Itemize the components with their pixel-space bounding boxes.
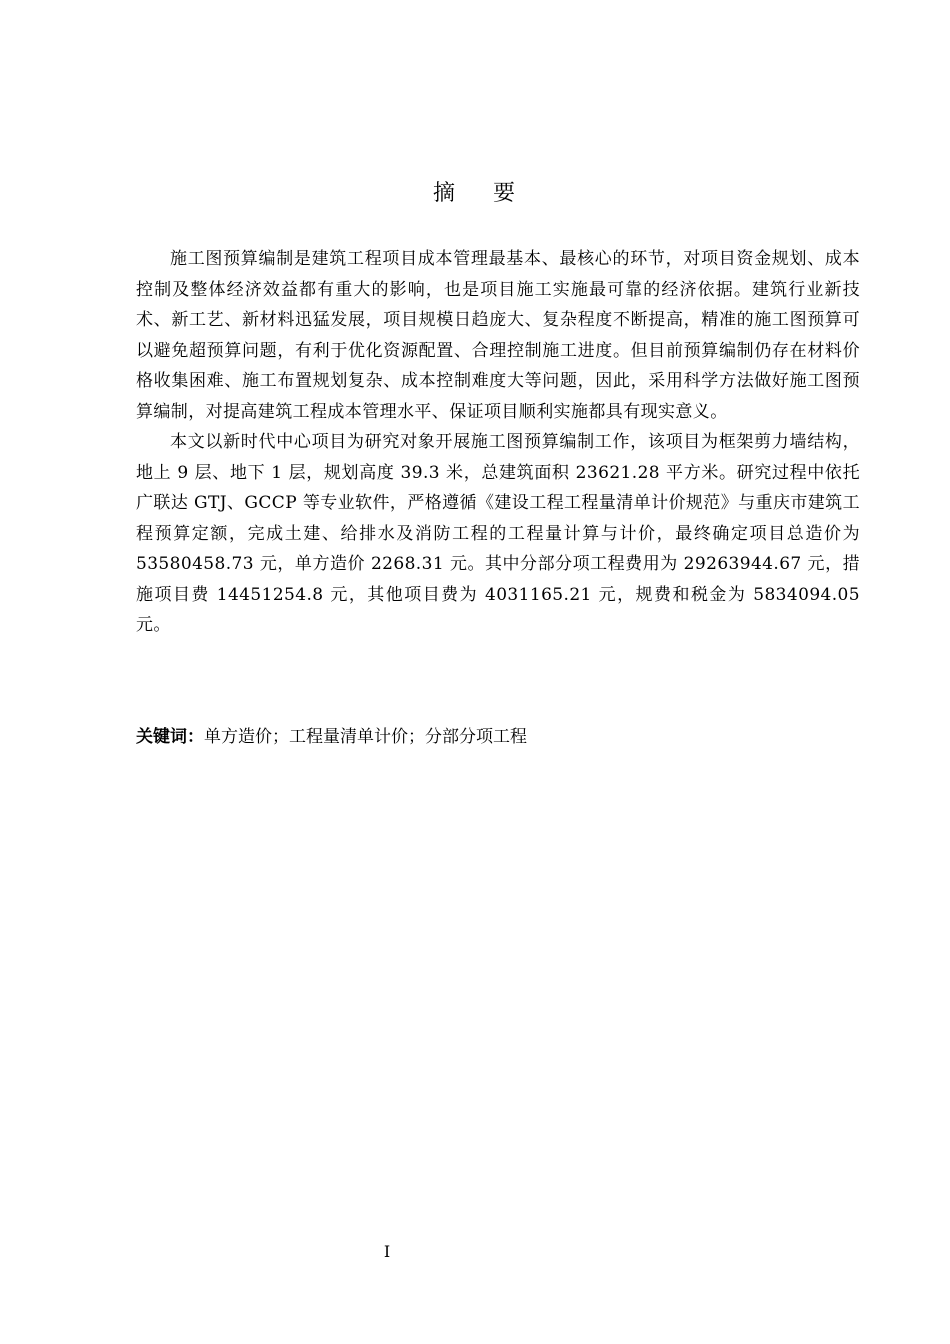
keywords-line	[136, 722, 860, 752]
page-number: I	[383, 1242, 391, 1261]
abstract-body	[136, 244, 860, 641]
abstract-paragraph-1: 施工图预算编制是建筑工程项目成本管理最基本、最核心的环节，对项目资金规划、成本控制及整体经济效益都有重大的影响，也是项目施工实施最可靠的经济依据。建筑行业新技术、新工艺、新材料迅猛发展，项目规模日趋庞大、复杂程度不断提高，精准的施工图预算可以避免超预算问题，有利于优化资源配置、合理控制施工进度。但目前预算编制仍存在材料价格收集困难、施工布置规划复杂、成本控制难度大等问题，因此，采用科学方法做好施工图预算编制，对提高建筑工程成本管理水平、保证项目顺利实施都具有现实意义。	[136, 249, 860, 422]
keywords-text: 单方造价；工程量清单计价；分部分项工程	[204, 727, 527, 747]
abstract-title: 摘 要	[433, 181, 517, 206]
keywords-label: 关键词：	[136, 727, 204, 747]
abstract-paragraph-2: 本文以新时代中心项目为研究对象开展施工图预算编制工作，该项目为框架剪力墙结构，地上 9 层、地下 1 层，规划高度 39.3 米，总建筑面积 23621.28 平方米。研究过程中依托广联达 GTJ、GCCP 等专业软件，严格遵循《建设工程工程量清单计价规范》与重庆市建筑工程预算定额，完成土建、给排水及消防工程的工程量计算与计价，最终确定项目总造价为 53580458.73 元，单方造价 2268.31 元。其中分部分项工程费用为 29263944.67 元，措施项目费 14451254.8 元，其他项目费为 4031165.21 元，规费和税金为 5834094.05 元。	[136, 432, 860, 635]
